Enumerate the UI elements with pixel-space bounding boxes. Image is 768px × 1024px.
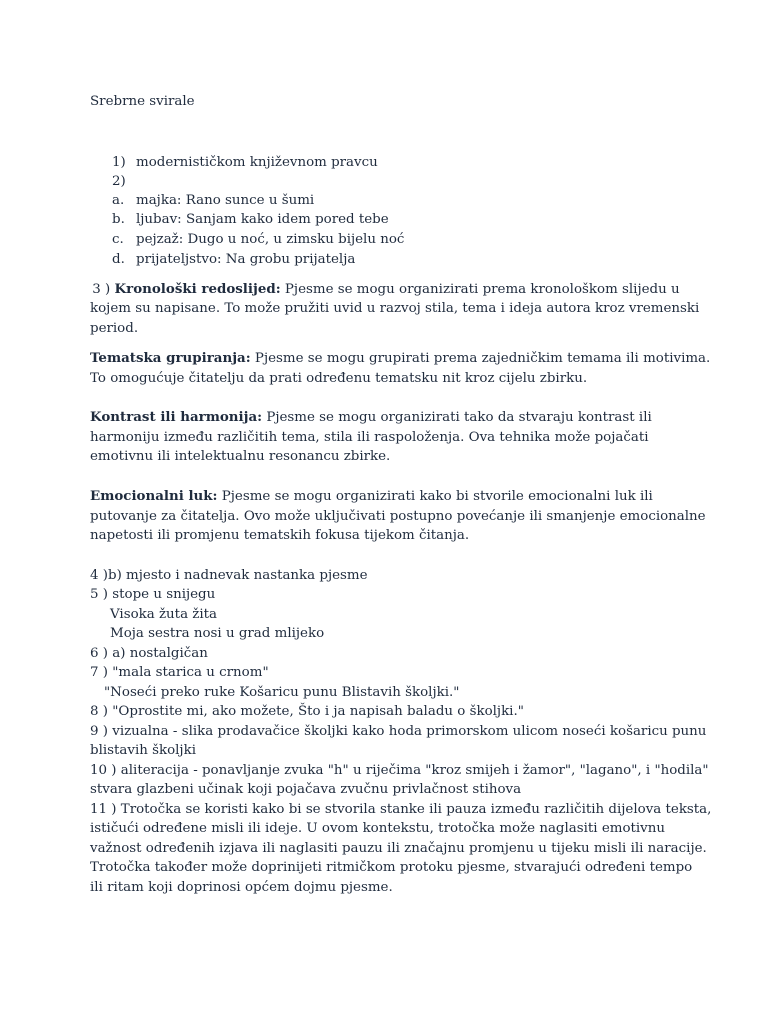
paragraph-chronological-line1 bbox=[88, 280, 680, 300]
answer-7-line2: "Noseći preko ruke Košaricu punu Blistavih školjki." bbox=[104, 685, 460, 700]
paragraph-thematic-line2: To omogućuje čitatelju da prati određenu tematsku nit kroz cijelu zbirku. bbox=[90, 371, 588, 386]
answer-8: 8 ) "Oprostite mi, ako možete, Što i ja napisah baladu o školjki." bbox=[90, 704, 524, 719]
answer-11-line5: ili ritam koji doprinosi općem dojmu pjesme. bbox=[90, 880, 393, 895]
sub-letter: b. bbox=[112, 212, 125, 227]
paragraph-chronological-line3: period. bbox=[90, 321, 139, 336]
answer-5: 5 ) stope u snijegu bbox=[90, 587, 216, 602]
paragraph-emotional-line2: putovanje za čitatelja. Ovo može uključivati postupno povećanje ili smanjenje emocionalne bbox=[90, 509, 706, 524]
paragraph-thematic-line1 bbox=[90, 349, 710, 369]
sub-letter: d. bbox=[112, 252, 125, 267]
paragraph-text: Pjesme se mogu organizirati tako da stvaraju kontrast ili bbox=[262, 410, 652, 425]
answer-11-line2: ističući određene misli ili ideje. U ovom kontekstu, trotočka može naglasiti emotivnu bbox=[90, 821, 665, 836]
paragraph-heading: Kontrast ili harmonija: bbox=[90, 409, 263, 425]
paragraph-heading: Tematska grupiranja: bbox=[90, 350, 251, 366]
sub-text: prijateljstvo: Na grobu prijatelja bbox=[136, 252, 356, 267]
paragraph-text: Pjesme se mogu organizirati kako bi stvorile emocionalni luk ili bbox=[217, 489, 653, 504]
document-title: Srebrne svirale bbox=[90, 94, 195, 109]
answer-9: 9 ) vizualna - slika prodavačice školjki kako hoda primorskom ulicom noseći košaricu punu bbox=[90, 724, 707, 739]
paragraph-heading: Emocionalni luk: bbox=[90, 488, 218, 504]
answer-6: 6 ) a) nostalgičan bbox=[90, 646, 208, 661]
sub-text: majka: Rano sunce u šumi bbox=[136, 193, 315, 208]
paragraph-text: Pjesme se mogu grupirati prema zajedničkim temama ili motivima. bbox=[250, 351, 711, 366]
paragraph-heading: Kronološki redoslijed: bbox=[114, 281, 281, 297]
answer-5-line2: Visoka žuta žita bbox=[110, 607, 218, 622]
answer-number: 3 ) bbox=[88, 282, 115, 297]
list-text: modernističkom književnom pravcu bbox=[136, 155, 378, 170]
answer-9-line2: blistavih školjki bbox=[90, 743, 196, 758]
sub-text: ljubav: Sanjam kako idem pored tebe bbox=[136, 212, 389, 227]
answer-5-line3: Moja sestra nosi u grad mlijeko bbox=[110, 626, 325, 641]
answer-11: 11 ) Trotočka se koristi kako bi se stvorila stanke ili pauza između različitih dijelova teksta, bbox=[90, 802, 712, 817]
paragraph-text: Pjesme se mogu organizirati prema kronološkom slijedu u bbox=[280, 282, 680, 297]
sub-letter: c. bbox=[112, 232, 124, 247]
answer-10: 10 ) aliteracija - ponavljanje zvuka "h" u riječima "kroz smijeh i žamor", "lagano", i "hodila" bbox=[90, 763, 709, 778]
sub-letter: a. bbox=[112, 193, 125, 208]
paragraph-contrast-line1 bbox=[90, 408, 652, 428]
answer-4: 4 )b) mjesto i nadnevak nastanka pjesme bbox=[90, 568, 368, 583]
paragraph-contrast-line3: emotivnu ili intelektualnu resonancu zbirke. bbox=[90, 449, 391, 464]
paragraph-emotional-line3: napetosti ili promjenu tematskih fokusa tijekom čitanja. bbox=[90, 528, 470, 543]
answer-7: 7 ) "mala starica u crnom" bbox=[90, 665, 269, 680]
paragraph-contrast-line2: harmoniju između različitih tema, stila ili raspoloženja. Ova tehnika može pojačati bbox=[90, 430, 649, 445]
list-number: 2) bbox=[112, 174, 126, 189]
answer-11-line4: Trotočka također može doprinijeti ritmičkom protoku pjesme, stvarajući određeni tempo bbox=[90, 860, 693, 875]
paragraph-emotional-line1 bbox=[90, 487, 653, 507]
sub-text: pejzaž: Dugo u noć, u zimsku bijelu noć bbox=[136, 232, 405, 247]
answer-10-line2: stvara glazbeni učinak koji pojačava zvučnu privlačnost stihova bbox=[90, 782, 522, 797]
paragraph-chronological-line2: kojem su napisane. To može pružiti uvid u razvoj stila, tema i ideja autora kroz vremenski bbox=[90, 301, 700, 316]
list-number: 1) bbox=[112, 155, 126, 170]
answer-11-line3: važnost određenih izjava ili naglasiti pauzu ili značajnu promjenu u tijeku misli ili naracije. bbox=[90, 841, 707, 856]
